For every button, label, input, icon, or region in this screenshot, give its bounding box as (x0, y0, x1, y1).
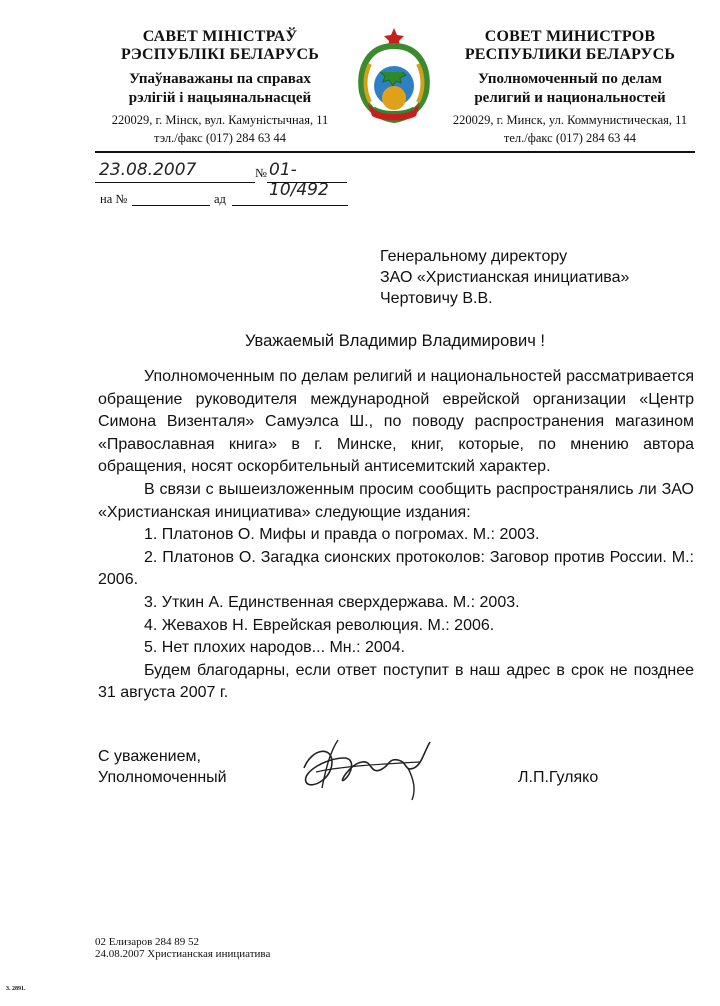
number-underline (267, 182, 347, 183)
publication-item-2: 2. Платонов О. Загадка сионских протоколов: Заговор против России. М.: 2006. (98, 548, 694, 589)
reply-to-label: на № (100, 192, 128, 206)
phone-by: тэл./факс (017) 284 63 44 (153, 130, 287, 145)
letter-body (98, 366, 694, 705)
print-code: 3. 2891. (6, 986, 26, 992)
address-by: 220029, г. Мінск, вул. Камуністычная, 11 (111, 113, 329, 128)
closing-regards: С уважением, (98, 748, 201, 765)
footer-received: 24.08.2007 Христианская инициатива (95, 948, 271, 960)
publication-item-4: 4. Жевахов Н. Еврейская революция. М.: 2006. (144, 616, 495, 634)
body-paragraph-1: Уполномоченным по делам религий и национальностей рассматривается обращение руководителя международной еврейской организации «Центр Симона Визенталя» Самуэлса Ш., по поводу распространения магазином «Православная книга» в г. Минске, книг, которые, по мнению автора обращения, носят оскорбительный антисемитский характер. (98, 368, 694, 476)
org-name-ru-1: СОВЕТ МИНИСТРОВ (484, 28, 656, 45)
body-paragraph-2: В связи с вышеизложенным просим сообщить распространялись ли ЗАО «Христианская инициатива» следующие издания: (98, 480, 694, 521)
header-left (95, 28, 345, 145)
org-name-ru-2: РЕСПУБЛИКИ БЕЛАРУСЬ (464, 46, 676, 64)
doc-date: 23.08.2007 (99, 160, 197, 180)
dept-name-ru-2: религий и национальностей (474, 90, 666, 107)
doc-number-label: № (255, 166, 267, 180)
addressee-position: Генеральному директору (380, 248, 568, 265)
footer-executor: 02 Елизаров 284 89 52 (95, 936, 200, 948)
org-name-by-2: РЭСПУБЛІКІ БЕЛАРУСЬ (120, 46, 320, 64)
body-paragraph-3: Будем благодарны, если ответ поступит в наш адрес в срок не позднее 31 августа 2007 г. (98, 661, 694, 702)
reply-date-blank (232, 205, 348, 206)
addressee (380, 246, 700, 309)
dept-name-ru-1: Уполномоченный по делам (478, 70, 662, 87)
publication-item-3: 3. Уткин А. Единственная сверхдержава. М.: 2003. (144, 593, 520, 611)
dept-name-by-1: Упаўнаважаны па справах (129, 70, 311, 87)
addressee-name: Чертовичу В.В. (380, 290, 493, 307)
date-underline (95, 182, 255, 183)
phone-ru: тел./факс (017) 284 63 44 (503, 130, 637, 145)
publication-item-5: 5. Нет плохих народов... Мн.: 2004. (144, 639, 405, 657)
closing (98, 746, 298, 788)
signatory-name: Л.П.Гуляко (518, 769, 599, 786)
belarus-coat-of-arms-icon (350, 24, 438, 124)
salutation: Уважаемый Владимир Владимирович ! (245, 332, 545, 350)
publication-item-1: 1. Платонов О. Мифы и правда о погромах. М.: 2003. (144, 526, 540, 544)
from-label: ад (214, 192, 226, 206)
closing-title: Уполномоченный (98, 769, 227, 786)
reply-number-blank (132, 205, 210, 206)
dept-name-by-2: рэлігій і нацыянальнасцей (128, 90, 312, 107)
org-name-by-1: САВЕТ МІНІСТРАЎ (142, 28, 298, 45)
header-divider (95, 151, 695, 153)
ref-line-2 (100, 192, 360, 212)
doc-number: 01-10/492 (269, 160, 329, 200)
handwritten-signature-icon (292, 728, 442, 808)
footer-note (95, 936, 395, 960)
header-right (440, 28, 700, 145)
address-ru: 220029, г. Минск, ул. Коммунистическая, 11 (452, 113, 688, 128)
addressee-company: ЗАО «Христианская инициатива» (380, 269, 630, 286)
